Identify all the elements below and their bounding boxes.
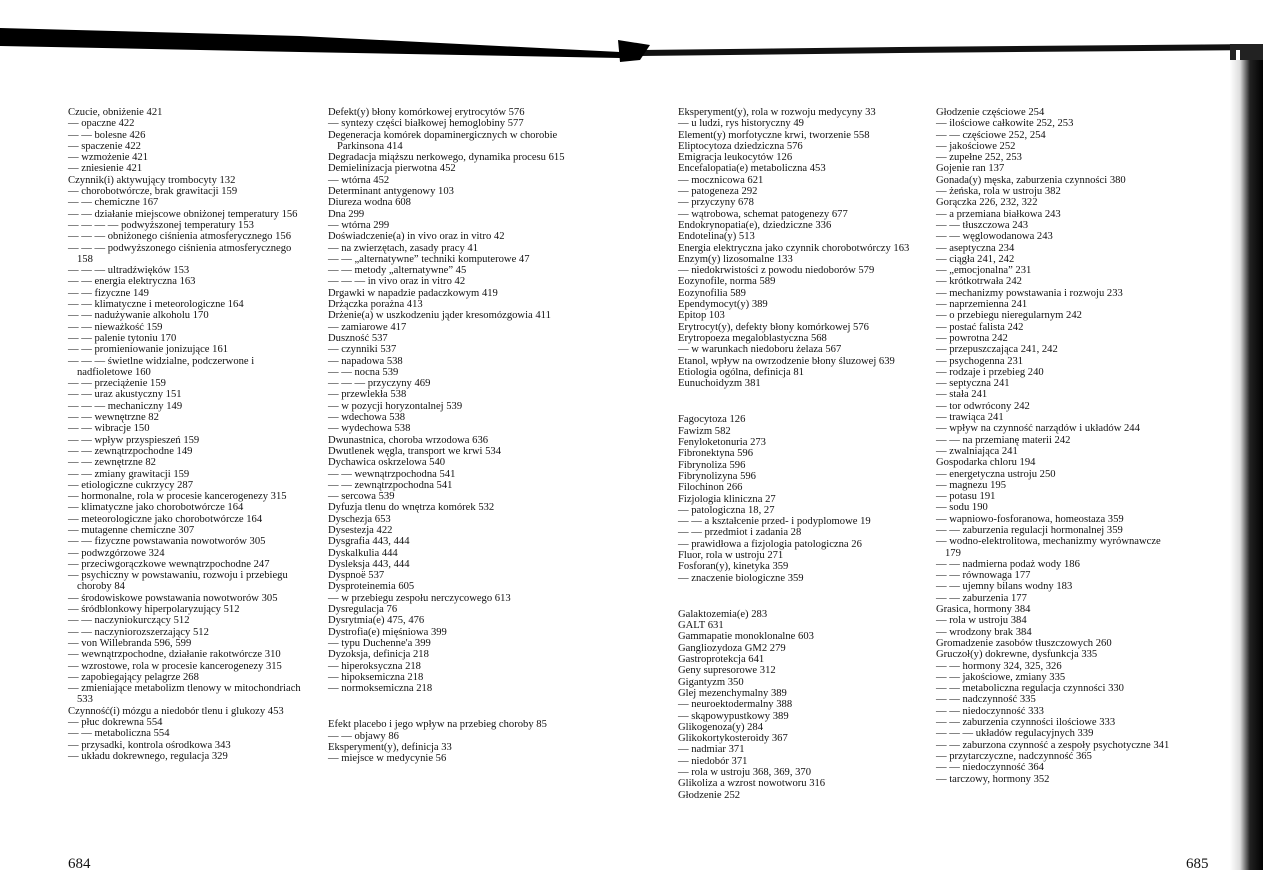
index-entry: — stała 241 bbox=[936, 389, 988, 401]
index-entry: — — tłuszczowa 243 bbox=[936, 219, 1029, 231]
index-entry: — energetyczna ustroju 250 bbox=[936, 468, 1056, 480]
index-entry: — żeńska, rola w ustroju 382 bbox=[936, 186, 1061, 198]
section-gap bbox=[678, 584, 918, 609]
index-entry: — syntezy części białkowej hemoglobiny 577 bbox=[328, 118, 524, 130]
index-entry: Fibrynolizyna 596 bbox=[678, 470, 756, 482]
index-entry: — wzmożenie 421 bbox=[68, 152, 149, 164]
index-entry: — o przebiegu nieregularnym 242 bbox=[936, 310, 1082, 322]
index-entry: — patogeneza 292 bbox=[678, 186, 758, 198]
index-entry: — von Willebranda 596, 599 bbox=[68, 637, 192, 649]
index-entry: — septyczna 241 bbox=[936, 378, 1010, 390]
section-gap bbox=[678, 389, 918, 414]
index-entry: — miejsce w medycynie 56 bbox=[328, 753, 447, 765]
index-entry: Fibronektyna 596 bbox=[678, 448, 754, 460]
index-entry: Dysproteinemia 605 bbox=[328, 581, 415, 593]
index-entry: — — — in vivo oraz in vitro 42 bbox=[328, 276, 466, 288]
index-entry: Demielinizacja pierwotna 452 bbox=[328, 163, 456, 175]
index-entry: Dyspnoë 537 bbox=[328, 570, 385, 582]
index-entry: Dychawica oskrzelowa 540 bbox=[328, 457, 446, 469]
index-entry: — sodu 190 bbox=[936, 502, 988, 514]
index-entry: — — klimatyczne i meteorologiczne 164 bbox=[68, 299, 244, 311]
index-entry: Dysestezja 422 bbox=[328, 524, 393, 536]
index-entry: Grasica, hormony 384 bbox=[936, 604, 1031, 616]
index-entry: Gigantyzm 350 bbox=[678, 676, 744, 688]
index-entry: — — — — podwyższonej temperatury 153 bbox=[68, 219, 254, 231]
section-gap bbox=[328, 694, 568, 719]
index-entry: Czynnik(i) aktywujący trombocyty 132 bbox=[68, 174, 236, 186]
index-entry: — — naczyniokurczący 512 bbox=[68, 615, 190, 627]
scan-shadow-edge bbox=[0, 0, 1263, 70]
index-entry: — aseptyczna 234 bbox=[936, 242, 1015, 254]
index-entry: Degeneracja komórek dopaminergicznych w chorobie Parkinsona 414 bbox=[328, 129, 558, 152]
index-entry: — hipoksemiczna 218 bbox=[328, 671, 424, 683]
index-entry: — — metody „alternatywne” 45 bbox=[328, 265, 467, 277]
index-entry: — — ujemny bilans wodny 183 bbox=[936, 581, 1073, 593]
index-entry: — — zaburzona czynność a zespoły psychotyczne 341 bbox=[936, 739, 1170, 751]
index-entry: Emigracja leukocytów 126 bbox=[678, 152, 793, 164]
index-entry: — zapobiegający pelagrze 268 bbox=[68, 671, 199, 683]
index-entry: — — — mechaniczny 149 bbox=[68, 400, 183, 412]
index-entry: — zwalniająca 241 bbox=[936, 445, 1018, 457]
index-entry: Geny supresorowe 312 bbox=[678, 665, 776, 677]
index-entry: — u ludzi, rys historyczny 49 bbox=[678, 118, 804, 130]
index-entry: Galaktozemia(e) 283 bbox=[678, 608, 768, 620]
index-entry: — ciągła 241, 242 bbox=[936, 253, 1015, 265]
index-entry: — postać falista 242 bbox=[936, 321, 1024, 333]
index-entry: — skąpowypustkowy 389 bbox=[678, 710, 789, 722]
index-entry: — przyczyny 678 bbox=[678, 197, 754, 209]
index-entry: — nadmiar 371 bbox=[678, 744, 745, 756]
index-entry: Energia elektryczna jako czynnik chorobotwórczy 163 bbox=[678, 242, 910, 254]
index-entry: — — wibracje 150 bbox=[68, 423, 150, 435]
index-entry: — — wpływ przyspieszeń 159 bbox=[68, 434, 200, 446]
index-entry: — śródblonkowy hiperpolaryzujący 512 bbox=[68, 604, 240, 616]
index-entry: — tarczowy, hormony 352 bbox=[936, 773, 1050, 785]
index-entry: — — węglowodanowa 243 bbox=[936, 231, 1053, 243]
index-entry: — — zaburzenia regulacji hormonalnej 359 bbox=[936, 524, 1123, 536]
index-entry: — zmieniające metabolizm tlenowy w mitochondriach 533 bbox=[68, 683, 301, 706]
index-entry: Degradacja miąższu nerkowego, dynamika procesu 615 bbox=[328, 152, 565, 164]
index-entry: — — zewnętrzne 82 bbox=[68, 457, 156, 469]
index-entry: — — — ultradźwięków 153 bbox=[68, 265, 190, 277]
index-entry: Gojenie ran 137 bbox=[936, 163, 1005, 175]
index-entry: Eliptocytoza dziedziczna 576 bbox=[678, 140, 803, 152]
index-entry: — przewlekła 538 bbox=[328, 389, 407, 401]
index-entry: — — bolesne 426 bbox=[68, 129, 146, 141]
index-entry: Drgawki w napadzie padaczkowym 419 bbox=[328, 287, 498, 299]
index-entry: Dyfuzja tlenu do wnętrza komórek 532 bbox=[328, 502, 495, 514]
index-entry: Fosforan(y), kinetyka 359 bbox=[678, 561, 789, 573]
index-entry: — — zaburzenia czynności ilościowe 333 bbox=[936, 717, 1116, 729]
index-entry: — hiperoksyczna 218 bbox=[328, 660, 421, 672]
index-entry: — wątrobowa, schemat patogenezy 677 bbox=[678, 208, 848, 220]
index-entry: Gammapatie monoklonalne 603 bbox=[678, 631, 814, 643]
index-entry: Filochinon 266 bbox=[678, 482, 743, 494]
index-entry: — — nadużywanie alkoholu 170 bbox=[68, 310, 209, 322]
index-entry: Dysleksja 443, 444 bbox=[328, 558, 410, 570]
index-entry: — wodno-elektrolitowa, mechanizmy wyrównawcze 179 bbox=[936, 536, 1161, 559]
index-entry: — mocznicowa 621 bbox=[678, 174, 764, 186]
index-entry: — podwzgórzowe 324 bbox=[68, 547, 165, 559]
index-entry: — magnezu 195 bbox=[936, 479, 1007, 491]
index-entry: — — wewnątrzpochodna 541 bbox=[328, 468, 456, 480]
index-entry: — rola w ustroju 384 bbox=[936, 615, 1027, 627]
index-entry: — — fizyczne powstawania nowotworów 305 bbox=[68, 536, 266, 548]
index-entry: — prawidłowa a fizjologia patologiczna 26 bbox=[678, 538, 862, 550]
index-entry: — przepuszczająca 241, 242 bbox=[936, 344, 1058, 356]
index-entry: Fenyloketonuria 273 bbox=[678, 437, 766, 449]
index-entry: — rola w ustroju 368, 369, 370 bbox=[678, 767, 812, 779]
index-entry: — spaczenie 422 bbox=[68, 140, 141, 152]
index-entry: — mutagenne chemiczne 307 bbox=[68, 524, 195, 536]
index-entry: Drżączka porażna 413 bbox=[328, 299, 423, 311]
index-entry: — wtórna 452 bbox=[328, 174, 390, 186]
index-column-4 bbox=[936, 107, 1176, 785]
index-entry: — psychogenna 231 bbox=[936, 355, 1024, 367]
index-entry: — wapniowo-fosforanowa, homeostaza 359 bbox=[936, 513, 1124, 525]
index-entry: — napadowa 538 bbox=[328, 355, 403, 367]
index-entry: — układu dokrewnego, regulacja 329 bbox=[68, 750, 228, 762]
index-entry: Dwunastnica, choroba wrzodowa 636 bbox=[328, 434, 489, 446]
index-entry: — — nieważkość 159 bbox=[68, 321, 163, 333]
index-entry: Czucie, obniżenie 421 bbox=[68, 107, 163, 118]
index-entry: — — częściowe 252, 254 bbox=[936, 129, 1046, 141]
index-entry: — niedokrwistości z powodu niedoborów 579 bbox=[678, 265, 875, 277]
index-entry: — płuc dokrewna 554 bbox=[68, 717, 163, 729]
index-entry: Element(y) morfotyczne krwi, tworzenie 558 bbox=[678, 129, 870, 141]
index-entry: Fluor, rola w ustroju 271 bbox=[678, 549, 784, 561]
index-entry: — psychiczny w powstawaniu, rozwoju i przebiegu choroby 84 bbox=[68, 570, 288, 593]
index-entry: Gospodarka chloru 194 bbox=[936, 457, 1036, 469]
index-entry: Ependymocyt(y) 389 bbox=[678, 299, 768, 311]
index-entry: — niedobór 371 bbox=[678, 755, 748, 767]
index-entry: — w przebiegu zespołu nerczycowego 613 bbox=[328, 592, 511, 604]
index-entry: Efekt placebo i jego wpływ na przebieg choroby 85 bbox=[328, 719, 547, 731]
index-entry: — na zwierzętach, zasady pracy 41 bbox=[328, 242, 478, 254]
index-entry: — potasu 191 bbox=[936, 491, 996, 503]
index-entry: Dna 299 bbox=[328, 208, 365, 220]
index-entry: — — działanie miejscowe obniżonej temperatury 156 bbox=[68, 208, 298, 220]
index-entry: — — wewnętrzne 82 bbox=[68, 412, 159, 424]
index-entry: Determinant antygenowy 103 bbox=[328, 186, 454, 198]
index-entry: Fizjologia kliniczna 27 bbox=[678, 493, 776, 505]
index-entry: Eozynofilia 589 bbox=[678, 287, 746, 299]
index-entry: — — — układów regulacyjnych 339 bbox=[936, 728, 1094, 740]
index-entry: Fawizm 582 bbox=[678, 425, 731, 437]
index-entry: — — przedmiot i zadania 28 bbox=[678, 527, 802, 539]
right-edge-shadow bbox=[1230, 60, 1263, 870]
index-entry: — — zmiany grawitacji 159 bbox=[68, 468, 190, 480]
index-entry: — mechanizmy powstawania i rozwoju 233 bbox=[936, 287, 1123, 299]
index-entry: — wdechowa 538 bbox=[328, 412, 406, 424]
index-entry: — — — świetlne widzialne, podczerwone i nadfioletowe 160 bbox=[68, 355, 255, 378]
index-entry: Gonada(y) męska, zaburzenia czynności 380 bbox=[936, 174, 1126, 186]
index-entry: — zamiarowe 417 bbox=[328, 321, 407, 333]
index-entry: Dyzoksja, definicja 218 bbox=[328, 649, 429, 661]
index-entry: Dyskalkulia 444 bbox=[328, 547, 398, 559]
index-entry: Czynność(i) mózgu a niedobór tlenu i glukozy 453 bbox=[68, 705, 284, 717]
index-entry: Endokrynopatia(e), dziedziczne 336 bbox=[678, 219, 832, 231]
index-entry: — — równowaga 177 bbox=[936, 570, 1031, 582]
index-entry: — przysadki, kontrola ośrodkowa 343 bbox=[68, 739, 231, 751]
index-entry: Gruczoł(y) dokrewne, dysfunkcja 335 bbox=[936, 649, 1098, 661]
index-entry: — normoksemiczna 218 bbox=[328, 683, 433, 695]
index-column-1 bbox=[68, 107, 308, 762]
index-entry: — patologiczna 18, 27 bbox=[678, 504, 775, 516]
index-entry: — — nocna 539 bbox=[328, 366, 399, 378]
index-entry: — — — obniżonego ciśnienia atmosferycznego 156 bbox=[68, 231, 291, 243]
index-entry: — — na przemianę materii 242 bbox=[936, 434, 1071, 446]
index-column-3 bbox=[678, 107, 918, 801]
index-entry: — wzrostowe, rola w procesie kancerogenezy 315 bbox=[68, 660, 282, 672]
index-entry: Drżenie(a) w uszkodzeniu jąder kresomózgowia 411 bbox=[328, 310, 551, 322]
index-entry: Enzym(y) lizosomalne 133 bbox=[678, 253, 793, 265]
index-entry: Defekt(y) błony komórkowej erytrocytów 576 bbox=[328, 107, 525, 118]
index-entry: — — niedoczynność 364 bbox=[936, 762, 1044, 774]
index-entry: — — energia elektryczna 163 bbox=[68, 276, 196, 288]
index-entry: — — jakościowe, zmiany 335 bbox=[936, 671, 1066, 683]
index-entry: Dwutlenek węgla, transport we krwi 534 bbox=[328, 445, 501, 457]
index-entry: Duszność 537 bbox=[328, 332, 388, 344]
index-entry: — opaczne 422 bbox=[68, 118, 135, 130]
index-entry: Dysrytmia(e) 475, 476 bbox=[328, 615, 425, 627]
index-entry: — środowiskowe powstawania nowotworów 305 bbox=[68, 592, 278, 604]
index-entry: — — chemiczne 167 bbox=[68, 197, 159, 209]
index-column-2 bbox=[328, 107, 568, 765]
index-entry: — trawiąca 241 bbox=[936, 412, 1004, 424]
index-entry: Fagocytoza 126 bbox=[678, 414, 746, 426]
index-entry: — wtórna 299 bbox=[328, 219, 390, 231]
index-entry: Dysgrafia 443, 444 bbox=[328, 536, 410, 548]
index-entry: — znaczenie biologiczne 359 bbox=[678, 572, 804, 584]
index-entry: — w warunkach niedoboru żelaza 567 bbox=[678, 344, 842, 356]
index-entry: — — — podwyższonego ciśnienia atmosferycznego 158 bbox=[68, 242, 292, 265]
index-entry: — krótkotrwała 242 bbox=[936, 276, 1022, 288]
index-entry: Eksperyment(y), definicja 33 bbox=[328, 742, 452, 754]
index-entry: Gangliozydoza GM2 279 bbox=[678, 642, 786, 654]
index-entry: Etiologia ogólna, definicja 81 bbox=[678, 366, 804, 378]
index-entry: — wpływ na czynność narządów i układów 244 bbox=[936, 423, 1140, 435]
index-entry: — — zaburzenia 177 bbox=[936, 592, 1027, 604]
index-entry: Fibrynoliza 596 bbox=[678, 459, 746, 471]
index-entry: Eksperyment(y), rola w rozwoju medycyny 33 bbox=[678, 107, 876, 118]
index-entry: Glikogenoza(y) 284 bbox=[678, 721, 764, 733]
index-entry: Doświadczenie(a) in vivo oraz in vitro 42 bbox=[328, 231, 505, 243]
index-entry: — — metaboliczna regulacja czynności 330 bbox=[936, 683, 1124, 695]
index-entry: Epitop 103 bbox=[678, 310, 725, 322]
index-entry: — przytarczyczne, nadczynność 365 bbox=[936, 750, 1092, 762]
index-entry: — meteorologiczne jako chorobotwórcze 164 bbox=[68, 513, 263, 525]
index-entry: — — a kształcenie przed- i podyplomowe 19 bbox=[678, 516, 871, 528]
index-entry: Głodzenie 252 bbox=[678, 789, 741, 801]
index-entry: Gastroprotekcja 641 bbox=[678, 654, 765, 666]
index-entry: — — „alternatywne” techniki komputerowe 47 bbox=[328, 253, 530, 265]
index-entry: Etanol, wpływ na owrzodzenie błony śluzowej 639 bbox=[678, 355, 895, 367]
index-entry: — — — przyczyny 469 bbox=[328, 378, 431, 390]
index-entry: Glikokortykosteroidy 367 bbox=[678, 733, 788, 745]
index-entry: Dystrofia(e) mięśniowa 399 bbox=[328, 626, 447, 638]
index-entry: Eozynofile, norma 589 bbox=[678, 276, 776, 288]
index-entry: — zniesienie 421 bbox=[68, 163, 143, 175]
index-entry: Erytrocyt(y), defekty błony komórkowej 576 bbox=[678, 321, 869, 333]
index-entry: GALT 631 bbox=[678, 620, 724, 632]
index-entry: Encefalopatia(e) metaboliczna 453 bbox=[678, 163, 826, 175]
index-entry: — — uraz akustyczny 151 bbox=[68, 389, 182, 401]
index-entry: Dyschezja 653 bbox=[328, 513, 391, 525]
index-entry: — czynniki 537 bbox=[328, 344, 397, 356]
index-entry: — rodzaje i przebieg 240 bbox=[936, 366, 1044, 378]
index-entry: — ilościowe całkowite 252, 253 bbox=[936, 118, 1074, 130]
index-entry: Erytropoeza megaloblastyczna 568 bbox=[678, 332, 827, 344]
index-entry: — — promieniowanie jonizujące 161 bbox=[68, 344, 229, 356]
index-entry: — wrodzony brak 384 bbox=[936, 626, 1032, 638]
index-entry: — sercowa 539 bbox=[328, 491, 395, 503]
index-entry: — chorobotwórcze, brak grawitacji 159 bbox=[68, 186, 238, 198]
index-entry: — — zewnątrzpochodna 541 bbox=[328, 479, 453, 491]
index-entry: — hormonalne, rola w procesie kancerogenezy 315 bbox=[68, 491, 287, 503]
index-entry: — — objawy 86 bbox=[328, 730, 399, 742]
index-entry: — — niedoczynność 333 bbox=[936, 705, 1044, 717]
index-entry: — — nadczynność 335 bbox=[936, 694, 1036, 706]
index-entry: — „emocjonalna” 231 bbox=[936, 265, 1032, 277]
index-entry: — klimatyczne jako chorobotwórcze 164 bbox=[68, 502, 244, 514]
index-entry: — — naczyniorozszerzający 512 bbox=[68, 626, 209, 638]
index-entry: — przeciwgorączkowe wewnątrzpochodne 247 bbox=[68, 558, 270, 570]
index-entry: — naprzemienna 241 bbox=[936, 299, 1028, 311]
index-entry: — wydechowa 538 bbox=[328, 423, 411, 435]
index-entry: — — palenie tytoniu 170 bbox=[68, 332, 177, 344]
index-entry: — — hormony 324, 325, 326 bbox=[936, 660, 1062, 672]
index-entry: Głodzenie częściowe 254 bbox=[936, 107, 1045, 118]
index-entry: — typu Duchenne'a 399 bbox=[328, 637, 431, 649]
index-entry: — jakościowe 252 bbox=[936, 140, 1016, 152]
index-entry: — — przeciążenie 159 bbox=[68, 378, 166, 390]
index-entry: — — fizyczne 149 bbox=[68, 287, 149, 299]
index-entry: — etiologiczne cukrzycy 287 bbox=[68, 479, 194, 491]
index-entry: — — nadmierna podaż wody 186 bbox=[936, 558, 1080, 570]
index-entry: — wewnątrzpochodne, działanie rakotwórcze 310 bbox=[68, 649, 281, 661]
index-entry: — a przemiana białkowa 243 bbox=[936, 208, 1061, 220]
index-entry: Diureza wodna 608 bbox=[328, 197, 411, 209]
index-entry: — zupełne 252, 253 bbox=[936, 152, 1022, 164]
index-entry: — tor odwrócony 242 bbox=[936, 400, 1030, 412]
index-entry: Glikoliza a wzrost nowotworu 316 bbox=[678, 778, 826, 790]
page-number-right: 685 bbox=[1186, 856, 1209, 872]
index-entry: Gorączka 226, 232, 322 bbox=[936, 197, 1038, 209]
index-entry: — — metaboliczna 554 bbox=[68, 728, 170, 740]
index-entry: — w pozycji horyzontalnej 539 bbox=[328, 400, 463, 412]
index-entry: Dysregulacja 76 bbox=[328, 604, 398, 616]
page-number-left: 684 bbox=[68, 856, 91, 872]
index-entry: Endotelina(y) 513 bbox=[678, 231, 755, 243]
index-entry: Eunuchoidyzm 381 bbox=[678, 378, 761, 390]
index-entry: — powrotna 242 bbox=[936, 332, 1008, 344]
index-entry: Gromadzenie zasobów tłuszczowych 260 bbox=[936, 637, 1112, 649]
index-entry: — neuroektodermalny 388 bbox=[678, 699, 793, 711]
index-entry: — — zewnątrzpochodne 149 bbox=[68, 445, 193, 457]
index-entry: Glej mezenchymalny 389 bbox=[678, 687, 787, 699]
